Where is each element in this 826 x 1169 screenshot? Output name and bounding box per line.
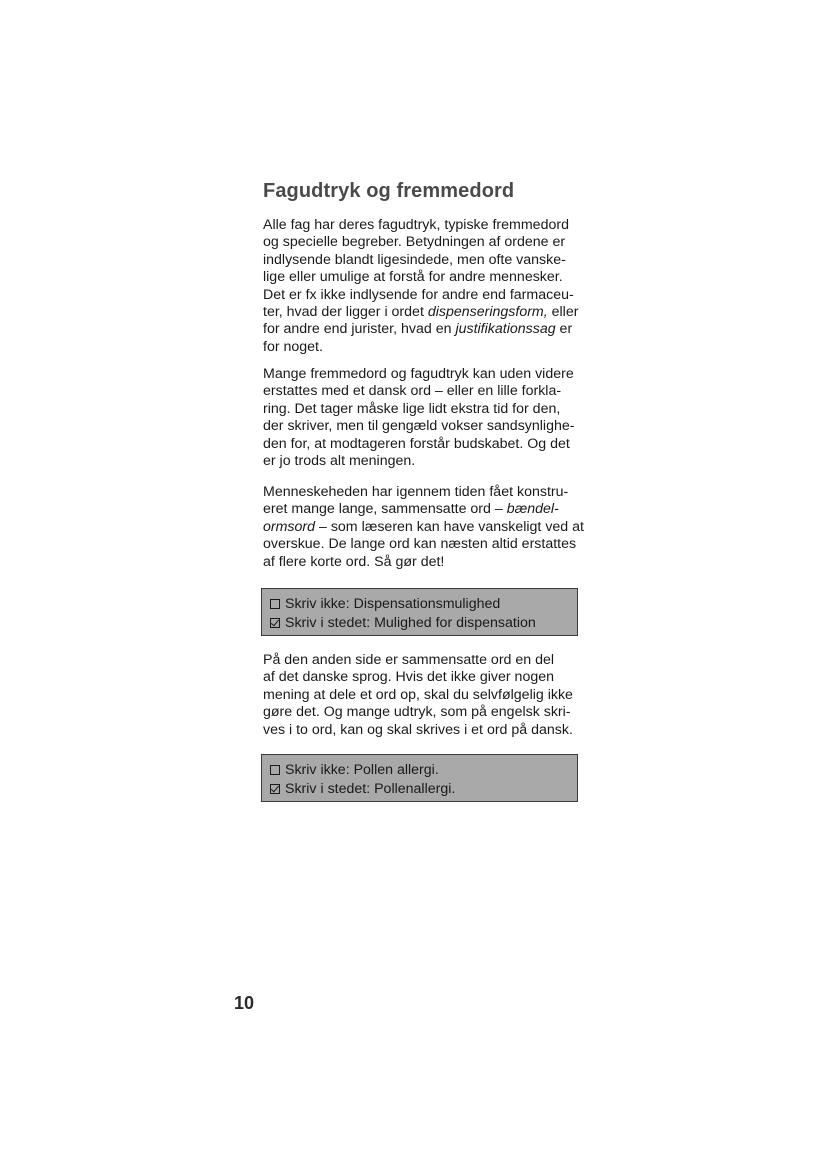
empty-checkbox-icon [270, 765, 280, 775]
example-dont-text: Skriv ikke: Pollen allergi. [285, 761, 439, 778]
text-line [263, 304, 593, 321]
checked-checkbox-icon [270, 784, 280, 794]
example-dont-text: Skriv ikke: Dispensationsmulighed [285, 595, 501, 612]
example-box-pollen [261, 754, 578, 802]
text-segment: er [555, 321, 573, 338]
text-line: af det danske sprog. Hvis det ikke giver nogen [263, 669, 555, 686]
text-line: den for, at modtageren forstår budskabet. Og det [263, 435, 570, 452]
empty-checkbox-icon [270, 599, 280, 609]
example-do-text: Skriv i stedet: Mulighed for dispensation [285, 614, 536, 631]
text-line: Alle fag har deres fagudtryk, typiske fremmedord [263, 217, 569, 233]
example-box-dispensation [261, 588, 578, 636]
text-line: På den anden side er sammensatte ord en del [263, 652, 555, 668]
text-line [263, 321, 593, 338]
example-do-line [270, 779, 569, 798]
italic-term: dispenseringsform, [427, 304, 548, 321]
text-segment: ter, hvad der ligger i ordet [263, 304, 428, 321]
text-line: Mange fremmedord og fagudtryk kan uden videre [263, 366, 574, 382]
example-dont-line [270, 760, 569, 779]
italic-term: justifikationssag [455, 321, 556, 338]
text-segment: for andre end jurister, hvad en [263, 321, 456, 338]
text-segment: eret mange lange, sammensatte ord – [263, 501, 507, 518]
text-line: for noget. [263, 338, 323, 355]
text-line: lige eller umulige at forstå for andre mennesker. [263, 269, 563, 286]
paragraph-replace-words [263, 366, 593, 470]
text-line: overskue. De lange ord kan næsten altid erstattes [263, 536, 577, 553]
text-line: indlysende blandt ligesindede, men ofte vanske- [263, 251, 566, 268]
text-line: Det er fx ikke indlysende for andre end farmaceu- [263, 286, 574, 303]
checked-checkbox-icon [270, 618, 280, 628]
paragraph-compound-words [263, 652, 593, 739]
paragraph-long-words [263, 484, 593, 571]
text-line: mening at dele et ord op, skal du selvfølgelig ikke [263, 686, 573, 703]
text-segment: – som læseren kan have vanskeligt ved at [315, 518, 584, 535]
text-line: er jo trods alt meningen. [263, 453, 416, 470]
text-line: ves i to ord, kan og skal skrives i et ord på dansk. [263, 721, 573, 738]
page-number: 10 [234, 993, 255, 1013]
text-line: Menneskeheden har igennem tiden fået konstru- [263, 484, 569, 500]
paragraph-intro [263, 217, 593, 356]
text-line: der skriver, men til gengæld vokser sandsynlighe- [263, 418, 575, 435]
text-segment: eller [547, 304, 579, 321]
text-line: gøre det. Og mange udtryk, som på engelsk skri- [263, 704, 571, 721]
example-dont-line [270, 594, 569, 613]
example-do-line [270, 613, 569, 632]
italic-term: ormsord [263, 518, 316, 535]
text-line [263, 519, 593, 536]
text-line: af flere korte ord. Så gør det! [263, 553, 445, 570]
italic-term: bændel- [506, 501, 559, 518]
text-line: ring. Det tager måske lige lidt ekstra tid for den, [263, 400, 561, 417]
example-do-text: Skriv i stedet: Pollenallergi. [285, 780, 456, 797]
text-line: erstattes med et dansk ord – eller en lille forkla- [263, 383, 562, 400]
text-line: og specielle begreber. Betydningen af ordene er [263, 234, 566, 251]
text-line [263, 501, 593, 518]
section-heading: Fagudtryk og fremmedord [263, 180, 515, 202]
